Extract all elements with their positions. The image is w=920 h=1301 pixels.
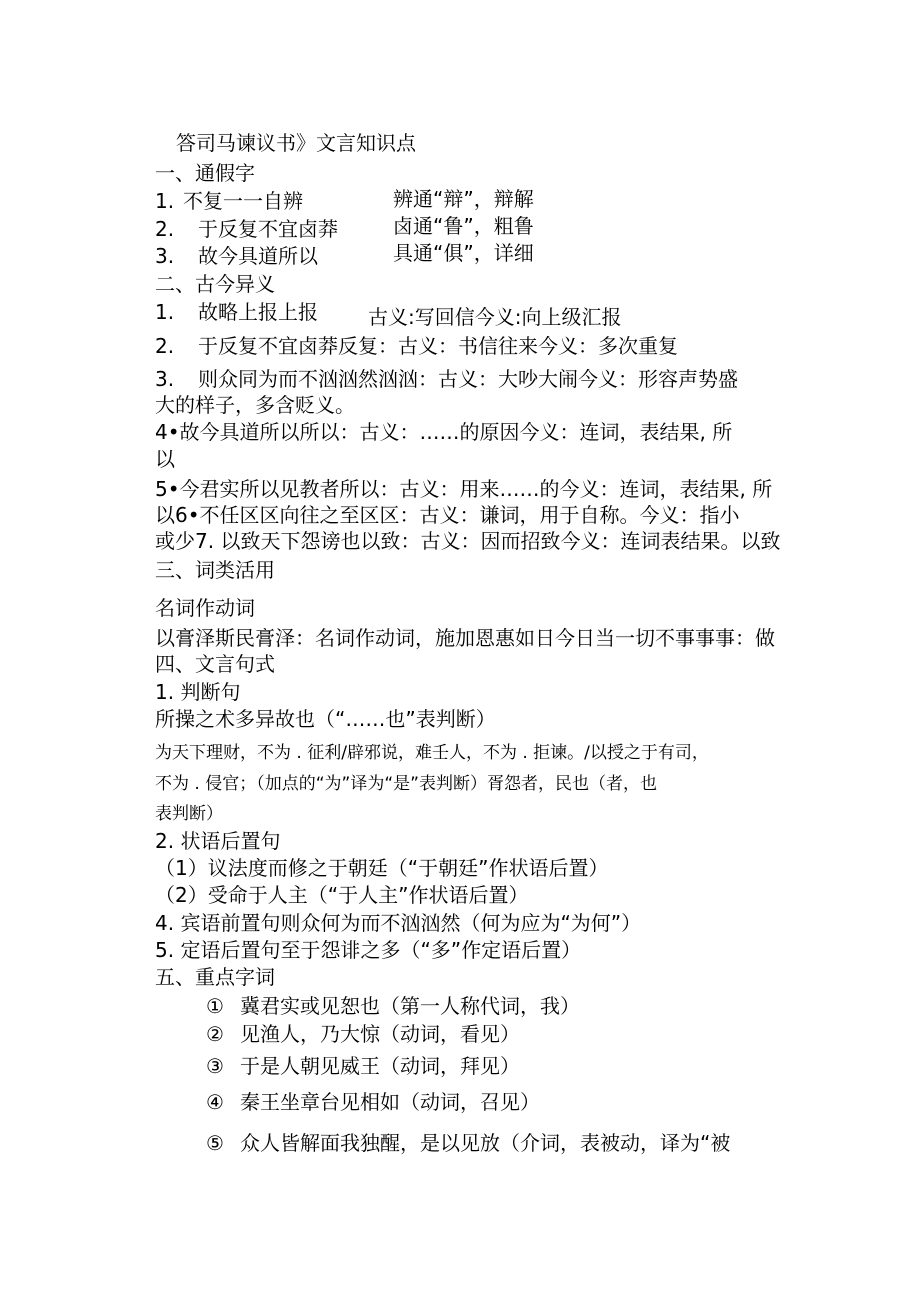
section-heading-1: 一、通假字 [155, 161, 255, 185]
paragraph-line: 表判断） [155, 804, 223, 824]
paragraph-line: 以6•不任区区向往之至区区：古义：谦词，用于自称。今义：指小 [155, 503, 740, 527]
list-item: 见渔人，乃大惊（动词，看见） [240, 1022, 520, 1046]
paragraph-line: 于反复不宜卤莽反复：古义：书信往来今义：多次重复 [198, 334, 678, 358]
circled-number: ③ [206, 1054, 224, 1078]
circled-number: ② [206, 1022, 224, 1046]
paragraph-line: （1）议法度而修之于朝廷（“于朝廷”作状语后置） [155, 856, 609, 880]
paragraph-line: （2）受命于人主（“于人主”作状语后置） [155, 883, 529, 907]
list-item-number: 1. [155, 189, 175, 213]
circled-number: ④ [206, 1090, 224, 1114]
list-item-annotation: 具通“俱”，详细 [393, 241, 534, 265]
paragraph-line: 不为 . 侵官；（加点的“为”译为“是”表判断）胥怨者，民也（者，也 [155, 774, 657, 794]
paragraph-line: 为天下理财，不为 . 征利/辟邪说，难壬人，不为 . 拒谏。/以授之于有司， [155, 743, 709, 763]
paragraph-line: 所操之术多异故也（“……也”表判断） [155, 707, 496, 731]
paragraph-line: 5•今君实所以见教者所以：古义：用来……的今义：连词，表结果, 所 [155, 477, 773, 501]
list-item: 冀君实或见恕也（第一人称代词，我） [240, 994, 580, 1018]
paragraph-line: 5. 定语后置句至于怨诽之多（“多”作定语后置） [155, 938, 582, 962]
subheading: 名词作动词 [155, 596, 255, 620]
list-item-number: 3. [155, 367, 175, 391]
list-item-number: 1. [155, 300, 175, 324]
section-heading-5: 五、重点字词 [155, 965, 275, 989]
paragraph-line: 则众同为而不汹汹然汹汹：古义：大吵大闹今义：形容声势盛 [198, 367, 738, 391]
circled-number: ① [206, 994, 224, 1018]
list-item-annotation: 古义:写回信今义:向上级汇报 [368, 305, 622, 329]
list-item-number: 2. [155, 334, 175, 358]
list-item-quote: 于反复不宜卤莽 [198, 217, 338, 241]
paragraph-line: 以 [155, 447, 175, 471]
circled-number: ⑤ [206, 1131, 224, 1155]
paragraph-line: 或少7. 以致天下怨谤也以致：古义：因而招致今义：连词表结果。以致 [155, 529, 781, 553]
list-item: 众人皆解面我独醒，是以见放（介词，表被动，译为“被 [240, 1131, 731, 1155]
list-item-annotation: 卤通“鲁”，粗鲁 [393, 214, 534, 238]
paragraph-line: 4. 宾语前置句则众何为而不汹汹然（何为应为“为何”） [155, 911, 642, 935]
list-item-number: 2. [155, 217, 175, 241]
list-item-quote: 不复一一自辨 [183, 189, 303, 213]
paragraph-line: 4•故今具道所以所以：古义：……的原因今义：连词，表结果, 所 [155, 420, 733, 444]
list-item-quote: 故今具道所以 [198, 244, 318, 268]
list-item: 于是人朝见威王（动词，拜见） [240, 1054, 520, 1078]
list-item: 秦王坐章台见相如（动词，召见） [240, 1090, 540, 1114]
list-item-quote: 故略上报上报 [198, 300, 318, 324]
section-heading-3: 三、词类活用 [155, 558, 275, 582]
subheading: 1. 判断句 [155, 680, 241, 704]
paragraph-line: 以膏泽斯民膏泽：名词作动词，施加恩惠如日今日当一切不事事事：做 [155, 626, 775, 650]
subheading: 2. 状语后置句 [155, 829, 281, 853]
section-heading-4: 四、文言句式 [155, 652, 275, 676]
paragraph-line: 大的样子，多含贬义。 [155, 393, 355, 417]
list-item-number: 3. [155, 244, 175, 268]
list-item-annotation: 辨通“辩”，辩解 [393, 187, 534, 211]
document-title: 答司马谏议书》文言知识点 [176, 131, 416, 155]
section-heading-2: 二、古今异义 [155, 272, 275, 296]
